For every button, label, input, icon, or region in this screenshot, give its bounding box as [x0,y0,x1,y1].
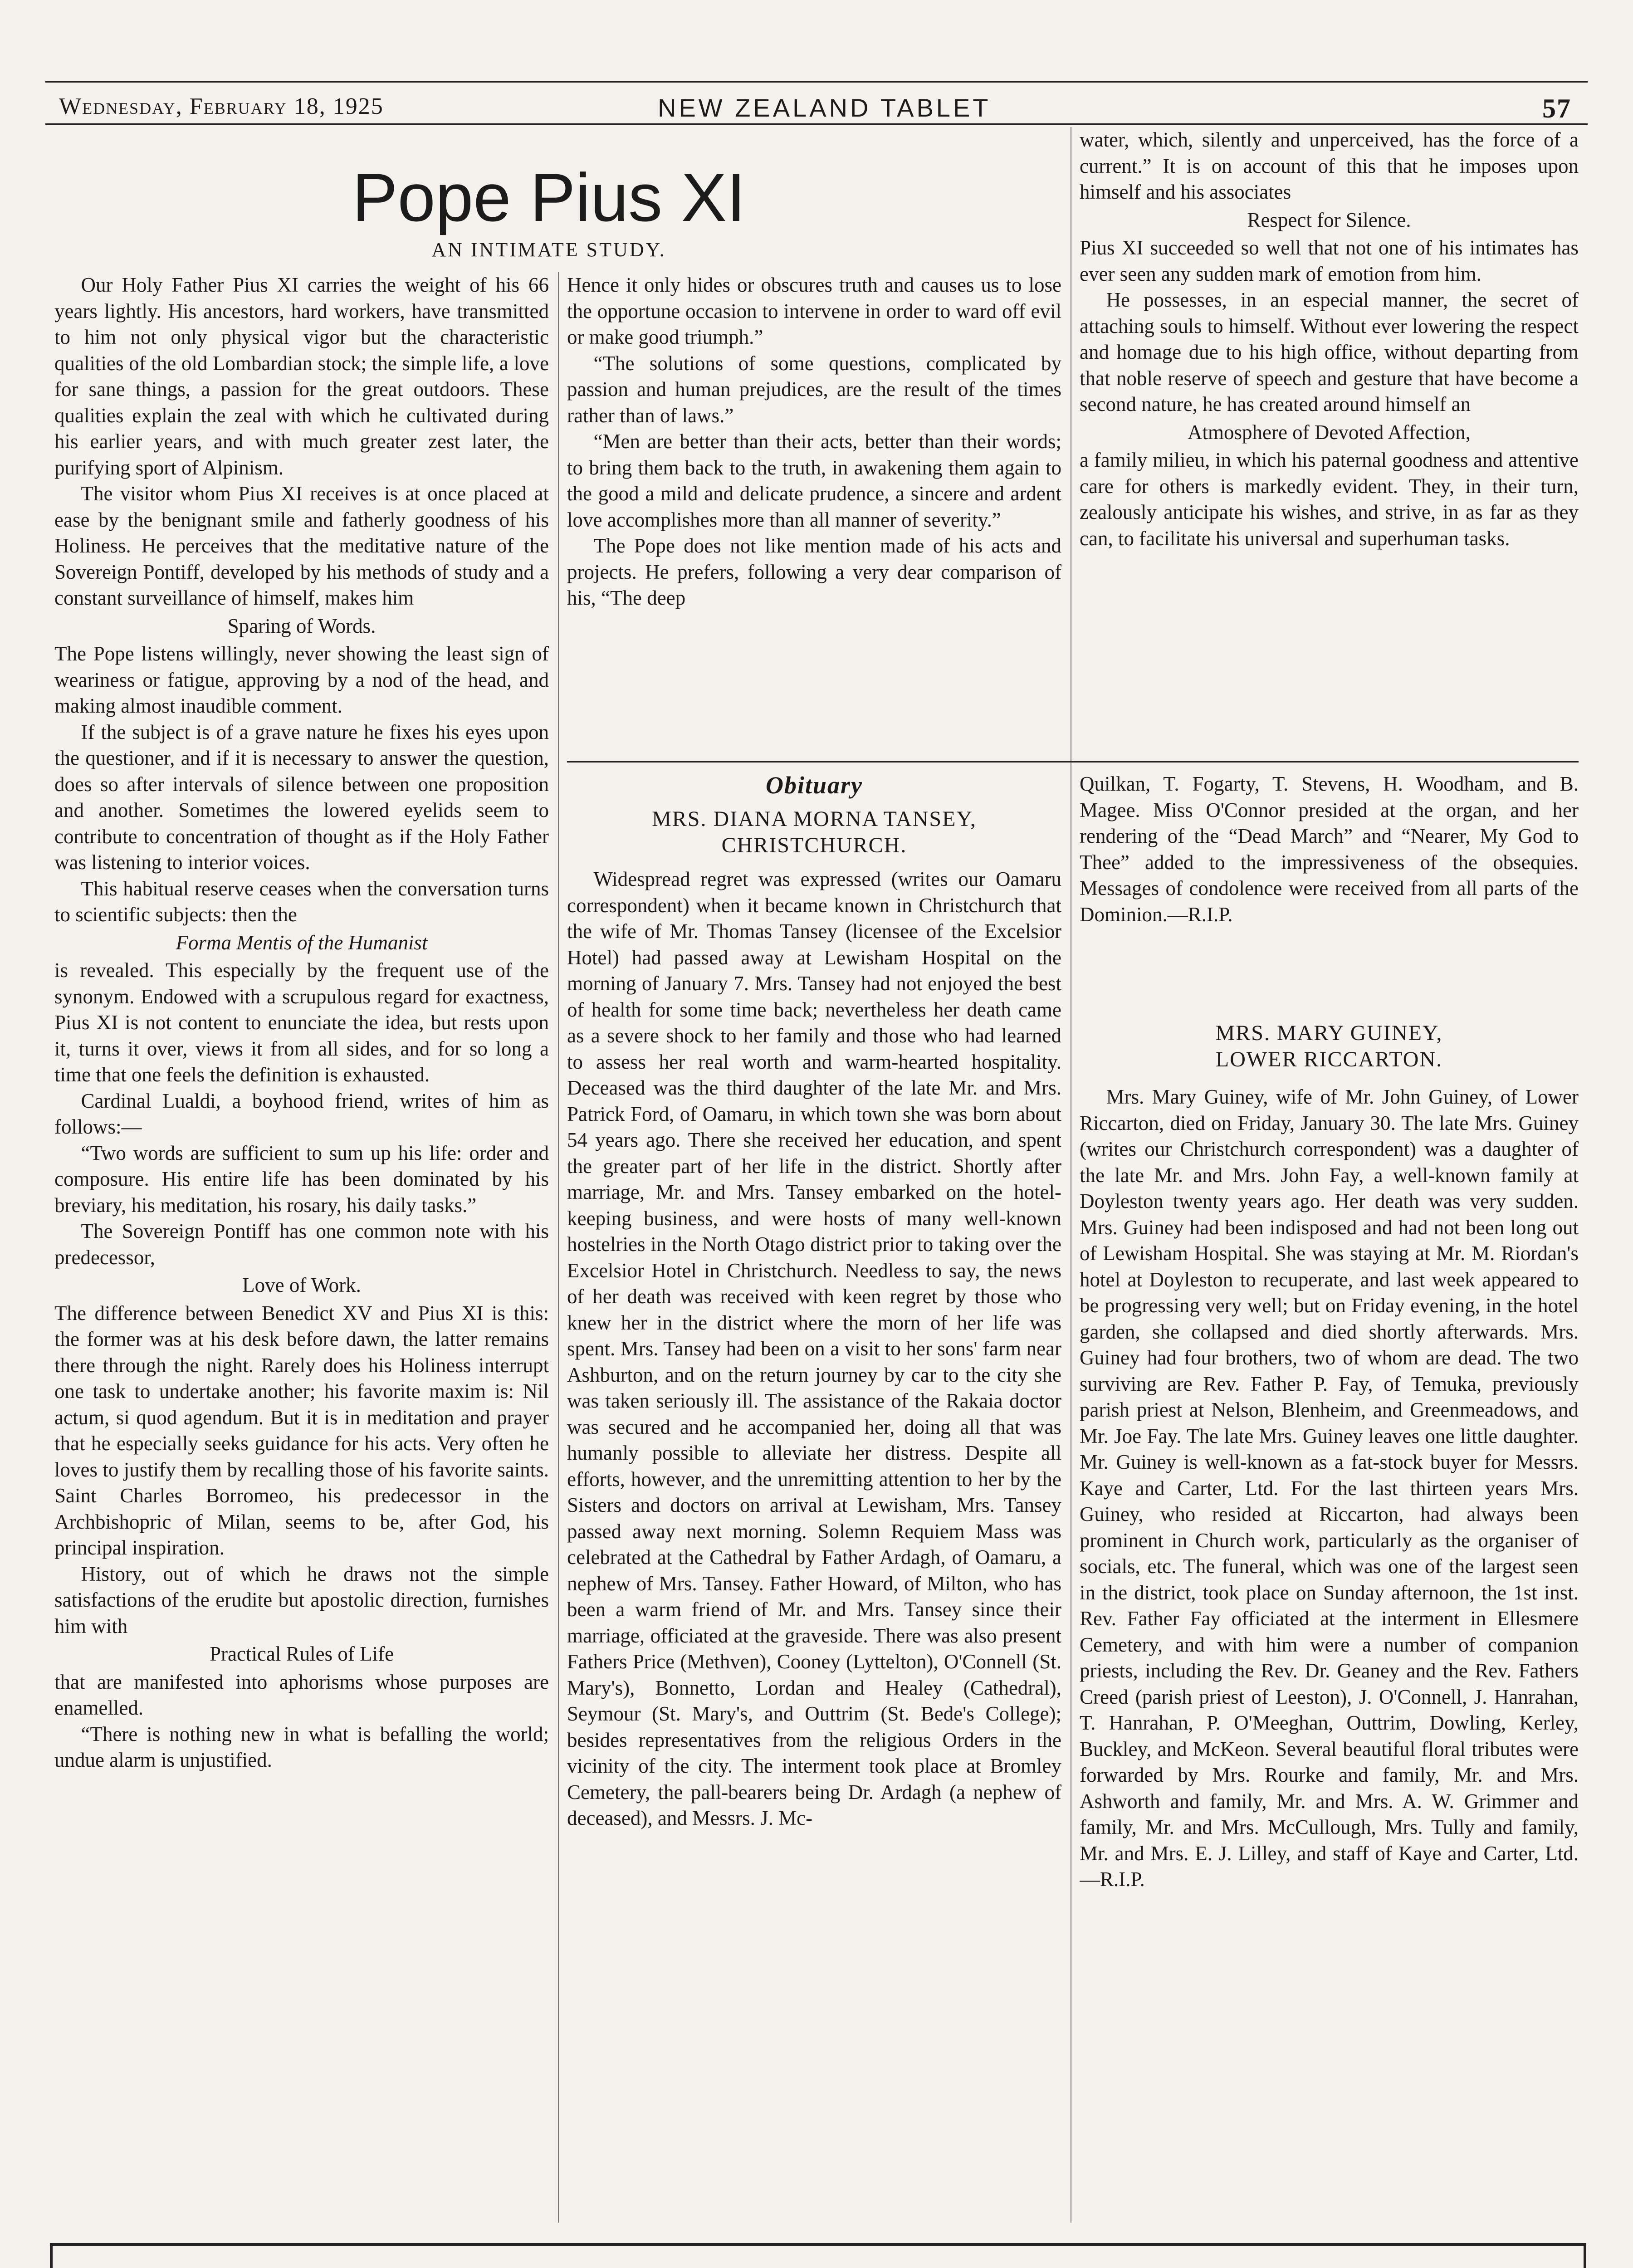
section-subheading: Practical Rules of Life [209,1642,394,1665]
paragraph: Mrs. Mary Guiney, wife of Mr. John Guiney, of Lower Riccarton, died on Friday, January 30. The late Mrs. Guiney (writes our Christchurch correspondent) was a daughter of the late Mr. and Mrs. John Fay, a well-known family at Doyleston twenty years ago. Her death was very sudden. Mrs. Guiney had been indisposed and had not been long out of Lewisham Hospital. She was staying at Mr. M. Riordan's hotel at Doyleston to recuperate, and last week appeared to be progressing very well; but on Friday evening, in the hotel garden, she collapsed and died shortly afterwards. Mrs. Guiney had four brothers, two of whom are dead. The two surviving are Rev. Father P. Fay, of Temuka, previously parish priest at Nelson, Blenheim, and Greenmeadows, and Mr. Joe Fay. The late Mrs. Guiney leaves one little daughter. Mr. Guiney is well-known as a fat-stock buyer for Messrs. Kaye and Carter, Ltd. For the last thirteen years Mrs. Guiney, who resided at Riccarton, had always been prominent in Church work, particularly as the organiser of socials, etc. The funeral, which was one of the largest seen in the district, took place on Sunday afternoon, the 1st inst. Rev. Father Fay officiated at the interment in Ellesmere Cemetery, and with him were a number of companion priests, including the Rev. Dr. Geaney and the Rev. Fathers Creed (parish priest of Leeston), J. O'Connell, J. Hanrahan, T. Hanrahan, P. O'Meeghan, Outtrim, Dowling, Kerley, Buckley, and McKeon. Several beautiful floral tributes were forwarded by Mrs. Rourke and family, Mr. and Mrs. Ashworth and family, Mr. and Mrs. A. W. Grimmer and family, Mr. and Mrs. McCullough, Mrs. Tully and family, Mr. and Mrs. E. J. Lilley, and staff of Kaye and Carter, Ltd.—R.I.P. [1080,1085,1579,1891]
guiney-text-body [1080,1084,1579,1893]
article-column-2-text [567,272,1061,611]
obituary-heading: Obituary [765,772,863,799]
tansey-text-body [567,866,1061,1832]
tansey-text [567,866,1061,2223]
article-column-3 [1080,127,1579,753]
paragraph: a family milieu, in which his paternal goodness and attentive care for others is markedly evident. They, in their turn, zealously anticipate his wishes, and strive, in as far as they can, to facilitate his universal and superhuman tasks. [1080,449,1579,550]
advertisement-box [50,2243,1586,2268]
paragraph: Widespread regret was expressed (writes our Oamaru correspondent) when it became known in Christchurch that the wife of Mr. Thomas Tansey (licensee of the Excelsior Hotel) had passed away at Lewisham Hospital on the morning of January 7. Mrs. Tansey had not enjoyed the best of health for some time back; nevertheless her death came as a severe shock to her family and those who had learned to assess her real worth and warm-hearted hospitality. Deceased was the third daughter of the late Mr. and Mrs. Patrick Ford, of Oamaru, in which town she was born about 54 years ago. There she received her education, and spent the greater part of her life in the district. Shortly after marriage, Mr. and Mrs. Tansey embarked on the hotel-keeping business, and were hosts of many well-known hostelries in the North Otago district prior to taking over the Excelsior Hotel in Christchurch. Needless to say, the news of her death was received with keen regret by those who knew her in the district where the morn of her life was spent. Mrs. Tansey had been on a visit to her sons' farm near Ashburton, and on the return journey by car to the city she was taken seriously ill. The assistance of the Rakaia doctor was secured and he accompanied her, doing all that was humanly possible to alleviate her distress. Despite all efforts, however, and the unremitting attention to her by the Sisters and doctors on arrival at Lewisham, Mrs. Tansey passed away next morning. Solemn Requiem Mass was celebrated at the Cathedral by Father Ardagh, of Oamaru, a nephew of Mrs. Tansey. Father Howard, of Milton, who has been a warm friend of Mr. and Mrs. Tansey since their marriage, officiated at the graveside. There was also present Fathers Price (Methven), Cooney (Lyttelton), O'Connell (St. Mary's), Bonnetto, Lordan and Healey (Cathedral), Seymour (St. Mary's, and Outtrim (St. Bede's College); besides representatives from the religious Orders in the vicinity of the city. The interment took place at Bromley Cemetery, the pall-bearers being Dr. Ardagh (a nephew of deceased), and Messrs. J. Mc- [567,868,1061,1829]
article-column-2 [567,272,1061,748]
paragraph: that are manifested into aphorisms whose purposes are enamelled. [54,1670,549,1719]
article-column-1 [54,272,549,2223]
paragraph: is revealed. This especially by the frequent use of the synonym. Endowed with a scrupulous regard for exactness, Pius XI is not content to enunciate the idea, but rests upon it, turns it over, views it from all sides, and for so long a time that one feels the definition is exhausted. [54,959,549,1086]
paragraph: He possesses, in an especial manner, the secret of attaching souls to himself. Without ever lowering the respect and homage due to his high office, without departing from that noble reserve of speech and gesture that have become a second nature, he has created around himself an [1080,288,1579,415]
paragraph: Quilkan, T. Fogarty, T. Stevens, H. Woodham, and B. Magee. Miss O'Connor presided at the organ, and her rendering of the “Dead March” and “Nearer, My God to Thee” added to the impressiveness of the obsequies. Messages of condolence were received from all parts of the Dominion.—R.I.P. [1080,772,1579,926]
page-number: 57 [1542,93,1571,123]
paragraph: “Two words are sufficient to sum up his life: order and composure. His entire life has been dominated by his breviary, his meditation, his rosary, his daily tasks.” [54,1141,549,1217]
paragraph: “There is nothing new in what is befalling the world; undue alarm is unjustified. [54,1722,549,1771]
paragraph: Cardinal Lualdi, a boyhood friend, writes of him as follows:— [54,1089,549,1138]
publication-name: NEW ZEALAND TABLET [658,93,991,122]
tansey-place: CHRISTCHURCH. [721,833,907,857]
article-column-1-text [54,272,549,1774]
header-date: Wednesday, February 18, 1925 [59,93,384,119]
paragraph: History, out of which he draws not the simple satisfactions of the erudite but apostolic direction, furnishes him with [54,1562,549,1637]
section-subheading: Sparing of Words. [227,614,376,637]
guiney-place: LOWER RICCARTON. [1215,1047,1443,1071]
column-divider-1 [558,272,559,2223]
article-title: Pope Pius XI [352,159,746,235]
paragraph: The Sovereign Pontiff has one common note with his predecessor, [54,1220,549,1269]
header-rule [45,123,1588,125]
paragraph: “Men are better than their acts, better than their words; to bring them back to the truth, in awakening them again to the good a mild and delicate prudence, a sincere and ardent love accomplishes more than all manner of severity.” [567,430,1061,531]
paragraph: water, which, silently and unperceived, has the force of a current.” It is on account of this that he imposes upon himself and his associates [1080,128,1579,203]
paragraph: Pius XI succeeded so well that not one of his intimates has ever seen any sudden mark of emotion from him. [1080,236,1579,285]
article-column-3-text [1080,127,1579,552]
section-subheading: Atmosphere of Devoted Affection, [1187,420,1471,444]
paragraph: Our Holy Father Pius XI carries the weight of his 66 years lightly. His ancestors, hard workers, have transmitted to him not only physical vigor but the characteristic qualities of the old Lombardian stock; the simple life, a love for sane things, a passion for the great outdoors. These qualities explain the zeal with which he cultivated during his earlier years, and with much greater zest later, the purifying sport of Alpinism. [54,274,549,479]
paragraph: Hence it only hides or obscures truth and causes us to lose the opportune occasion to intervene in order to ward off evil or make good triumph.” [567,274,1061,348]
guiney-text [1080,1084,1579,2223]
obituary-rule [567,761,1579,763]
guiney-name: MRS. MARY GUINEY, [1215,1021,1443,1045]
tansey-name: MRS. DIANA MORNA TANSEY, [652,807,977,831]
tansey-continuation-body [1080,771,1579,928]
section-subheading: Forma Mentis of the Humanist [176,931,428,954]
section-subheading: Respect for Silence. [1247,208,1411,231]
section-subheading: Love of Work. [242,1274,361,1296]
paragraph: If the subject is of a grave nature he fixes his eyes upon the questioner, and if it is necessary to answer the question, does so after intervals of silence between one proposition and another. Sometimes the lowered eyelids seem to contribute to concentration of thought as if the Holy Father was listening to interior voices. [54,720,549,874]
paragraph: The Pope listens willingly, never showing the least sign of weariness or fatigue, approving by a nod of the head, and making almost inaudible comment. [54,642,549,717]
top-rule [45,81,1588,83]
paragraph: This habitual reserve ceases when the conversation turns to scientific subjects: then the [54,877,549,926]
paragraph: The Pope does not like mention made of his acts and projects. He prefers, following a very dear comparison of his, “The deep [567,534,1061,609]
paragraph: The visitor whom Pius XI receives is at once placed at ease by the benignant smile and fatherly goodness of his Holiness. He perceives that the meditative nature of the Sovereign Pontiff, developed by his methods of study and a constant surveillance of himself, makes him [54,482,549,609]
paragraph: The difference between Benedict XV and Pius XI is this: the former was at his desk before dawn, the latter remains there through the night. Rarely does his Holiness interrupt one task to undertake another; his favorite maxim is: Nil actum, si quod agendum. But it is in meditation and prayer that he especially seeks guidance for his acts. Very often he loves to justify them by recalling those of his favorite saints. Saint Charles Borromeo, his predecessor in the Archbishopric of Milan, seems to be, after God, his principal inspiration. [54,1301,549,1559]
article-subtitle: AN INTIMATE STUDY. [431,239,666,261]
tansey-continuation [1080,771,1579,989]
paragraph: “The solutions of some questions, complicated by passion and human prejudices, are the result of the times rather than of laws.” [567,352,1061,427]
